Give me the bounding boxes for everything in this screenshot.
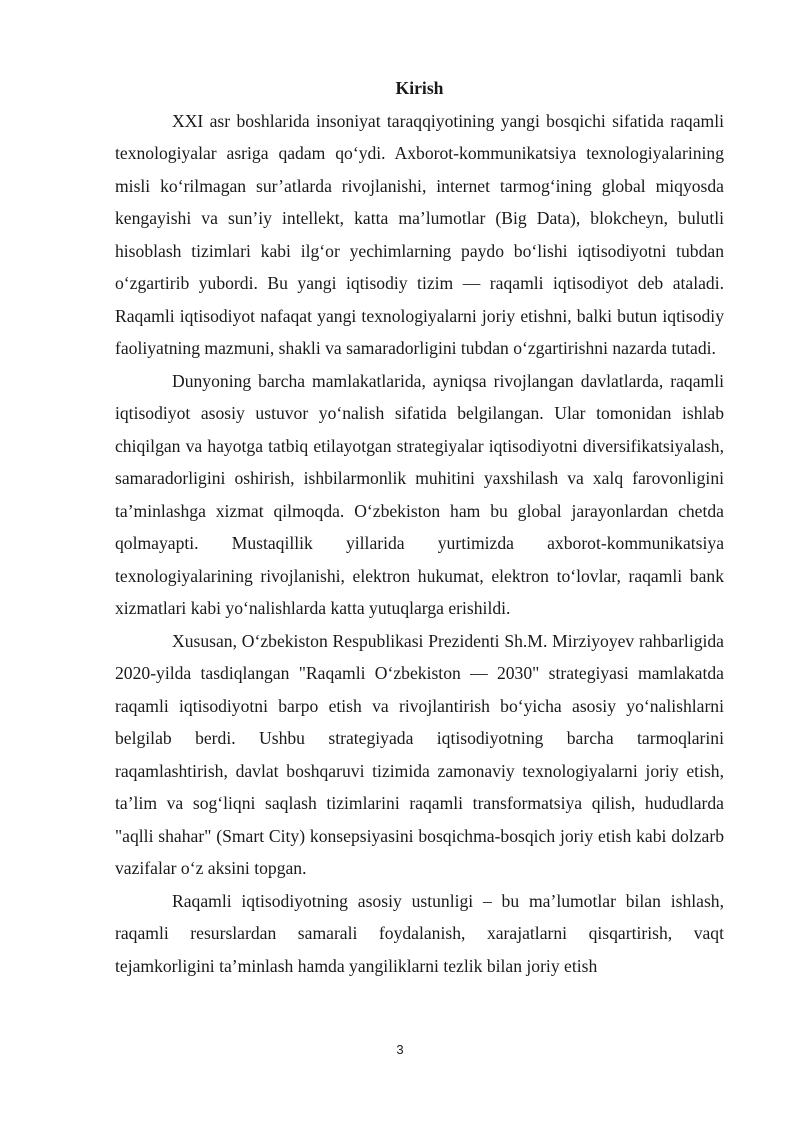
paragraph-4: Raqamli iqtisodiyotning asosiy ustunligi – bu ma’lumotlar bilan ishlash, raqamli resurslardan samarali foydalanish, xarajatlarni qisqartirish, vaqt tejamkorligini ta’minlash hamda yangiliklarni tezlik bilan joriy etish <box>115 890 724 976</box>
page-number: 3 <box>396 1042 404 1057</box>
paragraph-3: Xususan, O‘zbekiston Respublikasi Prezidenti Sh.M. Mirziyoyev rahbarligida 2020-yilda tasdiqlangan "Raqamli O‘zbekiston — 2030" strategiyasi mamlakatda raqamli iqtisodiyotni barpo etish va rivojlantirish bo‘yicha asosiy yo‘nalishlarni belgilab berdi. Ushbu strategiyada iqtisodiyotning barcha tarmoqlarini raqamlashtirish, davlat boshqaruvi tizimida zamonaviy texnologiyalarni joriy etish, ta’lim va sog‘liqni saqlash tizimlarini raqamli transformatsiya qilish, hududlarda "aqlli shahar" (Smart City) konsepsiyasini bosqichma-bosqich joriy etish kabi dolzarb vazifalar o‘z aksini topgan. <box>115 630 724 878</box>
document-page <box>115 72 724 982</box>
paragraph-2: Dunyoning barcha mamlakatlarida, ayniqsa rivojlangan davlatlarda, raqamli iqtisodiyot asosiy ustuvor yo‘nalish sifatida belgilangan. Ular tomonidan ishlab chiqilgan va hayotga tatbiq etilayotgan strategiyalar iqtisodiyotni diversifikatsiyalash, samaradorligini oshirish, ishbilarmonlik muhitini yaxshilash va xalq farovonligini ta’minlashga xizmat qilmoqda. O‘zbekiston ham bu global jarayonlardan chetda qolmayapti. Mustaqillik yillarida yurtimizda axborot-kommunikatsiya texnologiyalarining rivojlanishi, elektron hukumat, elektron to‘lovlar, raqamli bank xizmatlari kabi yo‘nalishlarda katta yutuqlarga erishildi. <box>115 370 724 618</box>
paragraph-1: XXI asr boshlarida insoniyat taraqqiyotining yangi bosqichi sifatida raqamli texnologiyalar asriga qadam qo‘ydi. Axborot-kommunikatsiya texnologiyalarining misli ko‘rilmagan sur’atlarda rivojlanishi, internet tarmog‘ining global miqyosda kengayishi va sun’iy intellekt, katta ma’lumotlar (Big Data), blokcheyn, bulutli hisoblash tizimlari kabi ilg‘or yechimlarning paydo bo‘lishi iqtisodiyotni tubdan o‘zgartirib yubordi. Bu yangi iqtisodiy tizim — raqamli iqtisodiyot deb ataladi. Raqamli iqtisodiyot nafaqat yangi texnologiyalarni joriy etishni, balki butun iqtisodiy faoliyatning mazmuni, shakli va samaradorligini tubdan o‘zgartirishni nazarda tutadi. <box>115 110 724 358</box>
section-title: Kirish <box>395 78 444 98</box>
